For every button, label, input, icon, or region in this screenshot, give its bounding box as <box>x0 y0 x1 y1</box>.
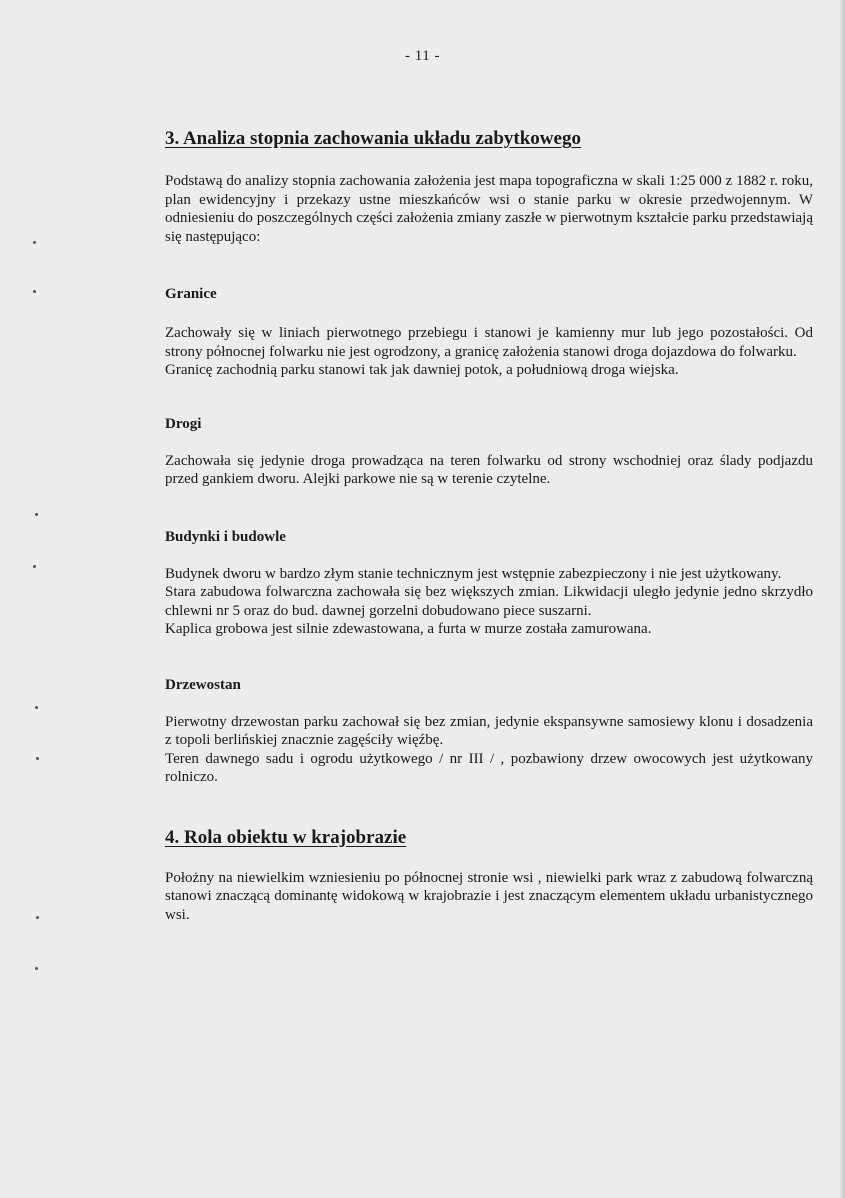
paragraph-granice-2: Granicę zachodnią parku stanowi tak jak dawniej potok, a południową droga wiejska. <box>165 362 679 378</box>
subheading-drzewostan: Drzewostan <box>165 676 241 693</box>
scan-speck <box>33 290 36 293</box>
section-heading-analiza: 3. Analiza stopnia zachowania układu zabytkowego <box>165 128 581 149</box>
paragraph-rola-1: Położny na niewielkim wzniesieniu po północnej stronie wsi , niewielki park wraz z zabudową folwarczną stanowi znaczącą dominantę widokową w krajobrazie i jest znaczącym elementem układu urbanistycznego wsi. <box>165 869 813 923</box>
section-heading-rola: 4. Rola obiektu w krajobrazie <box>165 826 407 848</box>
scan-speck <box>36 916 39 919</box>
scan-speck <box>33 241 36 244</box>
paragraph-drogi-1: Zachowała się jedynie droga prowadząca na teren folwarku od strony wschodniej oraz ślady podjazdu przed gankiem dworu. Alejki parkowe nie są w terenie czytelne. <box>165 452 813 487</box>
paragraph-drzewostan-1: Pierwotny drzewostan parku zachował się bez zmian, jedynie ekspansywne samosiewy klonu i dosadzenia z topoli berlińskiej znacznie zagęściły więźbę. <box>165 713 813 748</box>
document-body <box>165 126 813 924</box>
paragraph-budynki-2: Stara zabudowa folwarczna zachowała się bez większych zmian. Likwidacji uległo jedynie jedno skrzydło chlewni nr 5 oraz do bud. dawnej gorzelni dobudowano piece suszarni. <box>165 584 813 619</box>
paragraph-budynki-3: Kaplica grobowa jest silnie zdewastowana, a furta w murze została zamurowana. <box>165 621 652 637</box>
page-edge-shadow <box>839 0 845 1198</box>
scan-speck <box>35 706 38 709</box>
paragraph-drzewostan-2: Teren dawnego sadu i ogrodu użytkowego / nr III / , pozbawiony drzew owocowych jest użytkowany rolniczo. <box>165 750 813 785</box>
scan-speck <box>35 967 38 970</box>
paragraph-budynki-1: Budynek dworu w bardzo złym stanie technicznym jest wstępnie zabezpieczony i nie jest użytkowany. <box>165 565 782 582</box>
page-number: - 11 - <box>405 48 440 64</box>
subheading-drogi: Drogi <box>165 415 202 432</box>
paragraph-granice-1: Zachowały się w liniach pierwotnego przebiegu i stanowi je kamienny mur lub jego pozostałości. Od strony północnej folwarku nie jest ogrodzony, a granicę założenia stanowi droga dojazdowa do folwarku. <box>165 325 813 360</box>
subheading-budynki: Budynki i budowle <box>165 528 286 545</box>
scan-speck <box>33 565 36 568</box>
scan-speck <box>35 513 38 516</box>
subheading-granice: Granice <box>165 286 217 302</box>
scan-speck <box>36 757 39 760</box>
paragraph-analiza-intro: Podstawą do analizy stopnia zachowania założenia jest mapa topograficzna w skali 1:25 000 z 1882 r. roku, plan ewidencyjny i przekazy ustne mieszkańców wsi o stanie parku w okresie przedwojennym. W odniesieniu do poszczególnych części założenia zmiany zaszłe w pierwotnym kształcie parku przedstawiają się następująco: <box>165 173 813 245</box>
